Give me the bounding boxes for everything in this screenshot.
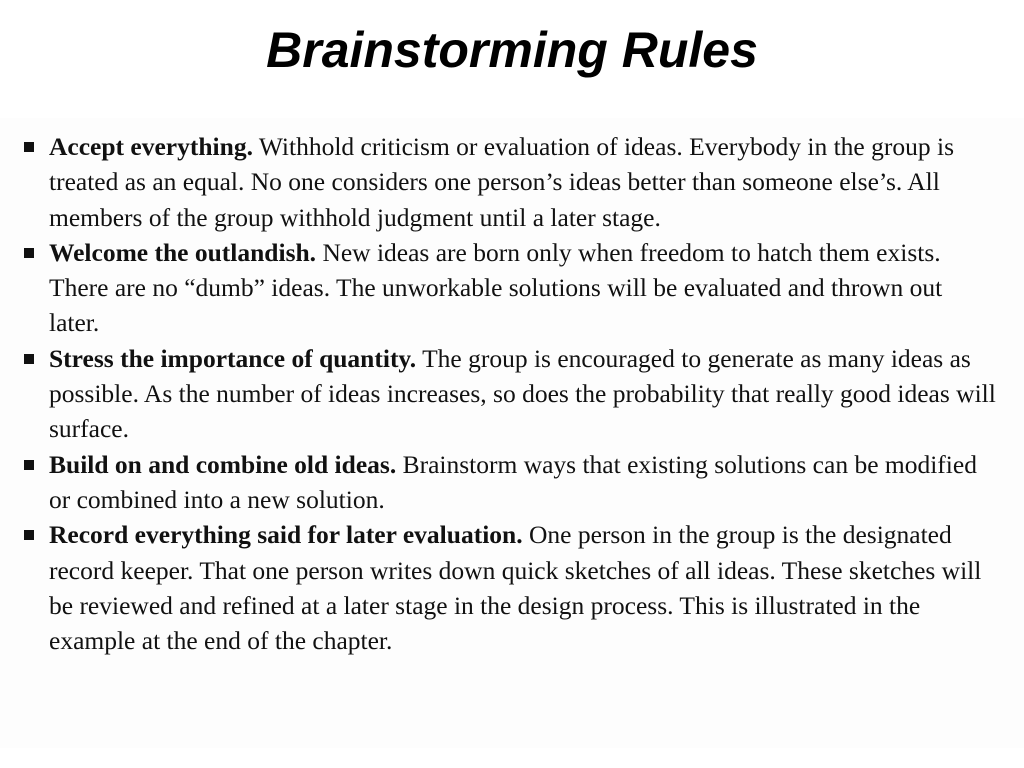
- rule-heading: Accept everything.: [49, 132, 253, 161]
- rule-item-record-everything: [20, 517, 998, 658]
- square-bullet-icon: [24, 354, 34, 364]
- rule-item-build-combine: [20, 447, 998, 518]
- rules-list: [20, 129, 998, 658]
- rule-text: The group is encouraged to generate as many ideas as possible. As the number of ideas increases, so does the probability that really good ideas will surface.: [49, 343, 996, 444]
- rule-item-stress-quantity: [20, 341, 998, 447]
- rule-heading: Stress the importance of quantity.: [49, 343, 417, 373]
- rule-item-welcome-outlandish: [20, 235, 998, 341]
- square-bullet-icon: [24, 460, 34, 470]
- square-bullet-icon: [24, 248, 34, 258]
- rule-item-accept-everything: [20, 129, 998, 235]
- square-bullet-icon: [24, 530, 34, 540]
- rule-heading: Build on and combine old ideas.: [49, 449, 397, 479]
- slide-title: Brainstorming Rules: [266, 22, 758, 78]
- rule-heading: Welcome the outlandish.: [49, 237, 317, 267]
- rule-text: Withhold criticism or evaluation of ideas. Everybody in the group is treated as an equal. No one considers one person’s ideas better than someone else’s. All members of the group withhold judgment until a later stage.: [49, 132, 954, 232]
- rule-text: One person in the group is the designated record keeper. That one person writes down quick sketches of all ideas. These sketches will be reviewed and refined at a later stage in the design process. This is illustrated in the example at the end of the chapter.: [49, 520, 982, 656]
- rule-text: New ideas are born only when freedom to hatch them exists. There are no “dumb” ideas. The unworkable solutions will be evaluated and thrown out later.: [49, 237, 943, 338]
- rule-text: Brainstorm ways that existing solutions can be modified or combined into a new solution.: [49, 449, 977, 514]
- square-bullet-icon: [24, 142, 34, 152]
- rule-heading: Record everything said for later evaluation.: [49, 520, 523, 550]
